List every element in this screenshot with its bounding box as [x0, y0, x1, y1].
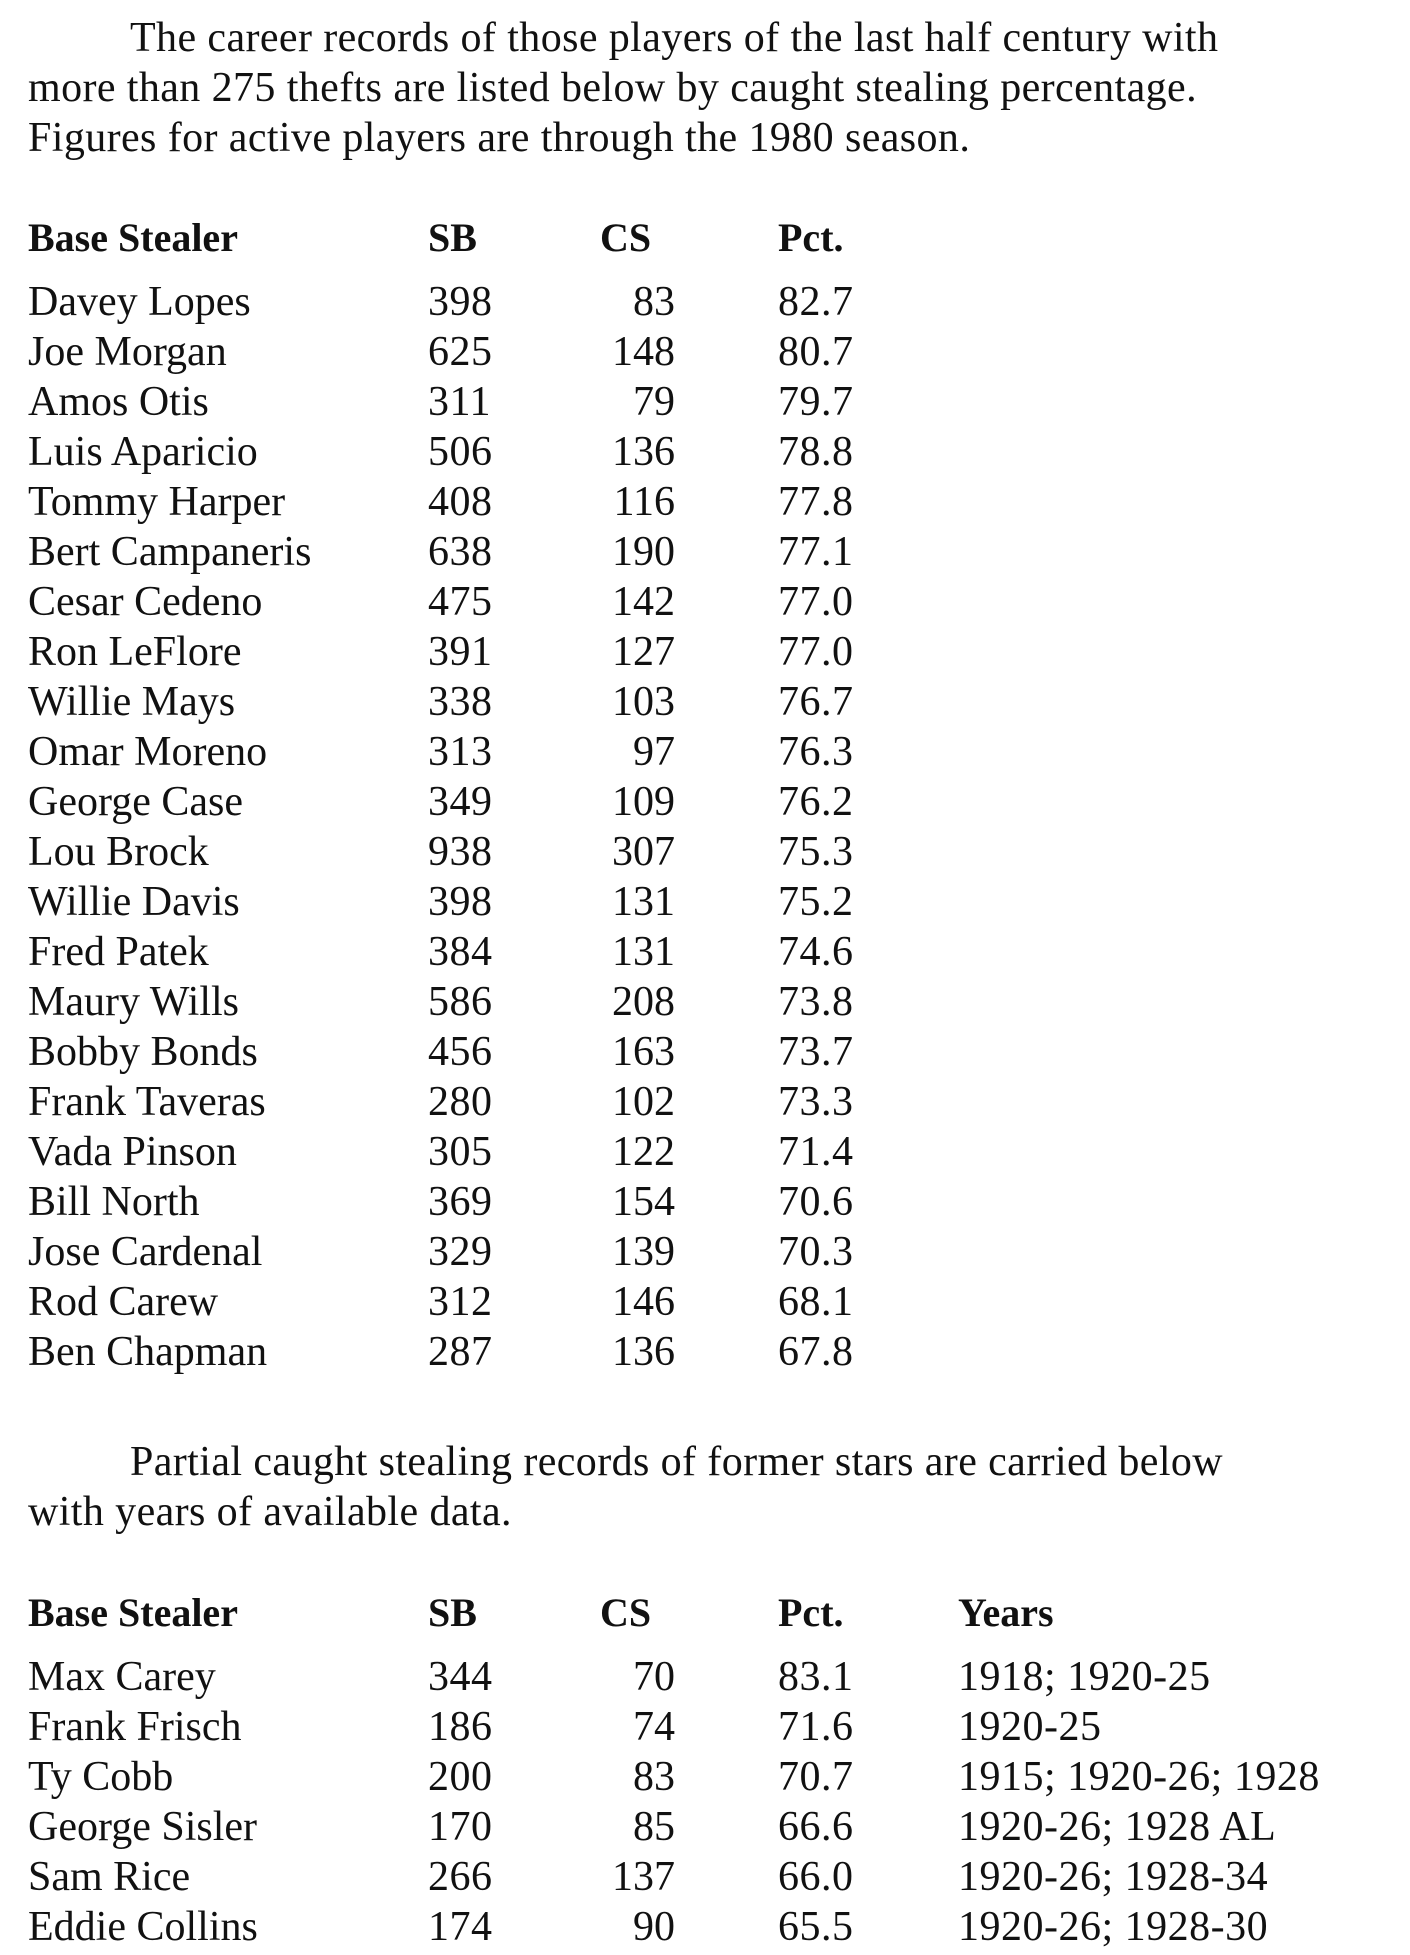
stolen-bases: 384 — [428, 929, 493, 975]
stolen-bases: 170 — [428, 1804, 493, 1850]
intro-paragraph — [28, 13, 1388, 163]
header-cs: CS — [600, 215, 652, 260]
success-pct: 70.7 — [778, 1754, 854, 1800]
intro-line: The career records of those players of the last half century with — [130, 15, 1219, 61]
player-name: Rod Carew — [28, 1279, 219, 1325]
success-pct: 83.1 — [778, 1654, 854, 1700]
caught-stealing: 122 — [612, 1129, 675, 1175]
success-pct: 76.2 — [778, 779, 854, 825]
success-pct: 76.7 — [778, 679, 854, 725]
success-pct: 66.6 — [778, 1804, 854, 1850]
table-row — [0, 1077, 1410, 1127]
player-name: Bert Campaneris — [28, 529, 312, 575]
stolen-bases: 312 — [428, 1279, 493, 1325]
header-pct: Pct. — [778, 1590, 844, 1635]
success-pct: 71.6 — [778, 1704, 854, 1750]
caught-stealing: 83 — [633, 1754, 675, 1800]
table-row — [0, 627, 1410, 677]
table-row — [0, 1027, 1410, 1077]
table-row — [0, 827, 1410, 877]
table-body — [0, 1652, 1410, 1952]
player-name: Tommy Harper — [28, 479, 286, 525]
table-row — [0, 977, 1410, 1027]
caught-stealing: 131 — [612, 879, 675, 925]
player-name: Davey Lopes — [28, 279, 251, 325]
success-pct: 66.0 — [778, 1854, 854, 1900]
table-row — [0, 327, 1410, 377]
stolen-bases: 311 — [428, 379, 491, 425]
caught-stealing: 90 — [633, 1904, 675, 1950]
player-name: George Case — [28, 779, 243, 825]
success-pct: 70.3 — [778, 1229, 854, 1275]
player-name: Fred Patek — [28, 929, 209, 975]
stolen-bases: 186 — [428, 1704, 493, 1750]
data-years: 1915; 1920-26; 1928 — [958, 1754, 1320, 1800]
caught-stealing: 139 — [612, 1229, 675, 1275]
table-row — [0, 477, 1410, 527]
caught-stealing: 116 — [613, 479, 675, 525]
stolen-bases: 638 — [428, 529, 493, 575]
caught-stealing: 163 — [612, 1029, 675, 1075]
caught-stealing: 103 — [612, 679, 675, 725]
data-years: 1918; 1920-25 — [958, 1654, 1211, 1700]
career-records-table — [0, 213, 1410, 1377]
stolen-bases: 475 — [428, 579, 493, 625]
success-pct: 80.7 — [778, 329, 854, 375]
table-row — [0, 1902, 1410, 1952]
success-pct: 75.2 — [778, 879, 854, 925]
table-row — [0, 1177, 1410, 1227]
stolen-bases: 305 — [428, 1129, 493, 1175]
stolen-bases: 506 — [428, 429, 493, 475]
stolen-bases: 398 — [428, 279, 493, 325]
success-pct: 79.7 — [778, 379, 854, 425]
player-name: Cesar Cedeno — [28, 579, 263, 625]
player-name: Luis Aparicio — [28, 429, 258, 475]
success-pct: 77.0 — [778, 579, 854, 625]
stolen-bases: 369 — [428, 1179, 493, 1225]
caught-stealing: 85 — [633, 1804, 675, 1850]
partial-intro-paragraph — [28, 1437, 1388, 1537]
player-name: Ron LeFlore — [28, 629, 242, 675]
caught-stealing: 136 — [612, 1329, 675, 1375]
table-row — [0, 1802, 1410, 1852]
player-name: Bill North — [28, 1179, 200, 1225]
stolen-bases: 586 — [428, 979, 493, 1025]
table-row — [0, 1327, 1410, 1377]
success-pct: 74.6 — [778, 929, 854, 975]
header-base-stealer: Base Stealer — [28, 1590, 238, 1635]
player-name: Willie Davis — [28, 879, 240, 925]
caught-stealing: 97 — [633, 729, 675, 775]
table-row — [0, 1852, 1410, 1902]
success-pct: 77.1 — [778, 529, 854, 575]
player-name: Joe Morgan — [28, 329, 227, 375]
caught-stealing: 137 — [612, 1854, 675, 1900]
table-row — [0, 1277, 1410, 1327]
stolen-bases: 266 — [428, 1854, 493, 1900]
player-name: Frank Frisch — [28, 1704, 242, 1750]
data-years: 1920-26; 1928-34 — [958, 1854, 1269, 1900]
stolen-bases: 287 — [428, 1329, 493, 1375]
intro-line: more than 275 thefts are listed below by caught stealing percentage. — [28, 65, 1197, 111]
player-name: Frank Taveras — [28, 1079, 266, 1125]
table-row — [0, 577, 1410, 627]
caught-stealing: 148 — [612, 329, 675, 375]
partial-records-table — [0, 1588, 1410, 1952]
stolen-bases: 456 — [428, 1029, 493, 1075]
player-name: Max Carey — [28, 1654, 216, 1700]
caught-stealing: 127 — [612, 629, 675, 675]
header-pct: Pct. — [778, 215, 844, 260]
success-pct: 75.3 — [778, 829, 854, 875]
player-name: Lou Brock — [28, 829, 209, 875]
player-name: Willie Mays — [28, 679, 236, 725]
caught-stealing: 109 — [612, 779, 675, 825]
caught-stealing: 102 — [612, 1079, 675, 1125]
caught-stealing: 142 — [612, 579, 675, 625]
caught-stealing: 131 — [612, 929, 675, 975]
caught-stealing: 136 — [612, 429, 675, 475]
stolen-bases: 391 — [428, 629, 493, 675]
stolen-bases: 280 — [428, 1079, 493, 1125]
success-pct: 77.0 — [778, 629, 854, 675]
data-years: 1920-25 — [958, 1704, 1102, 1750]
success-pct: 76.3 — [778, 729, 854, 775]
player-name: Vada Pinson — [28, 1129, 237, 1175]
intro-line: Figures for active players are through the 1980 season. — [28, 115, 971, 161]
table-row — [0, 277, 1410, 327]
success-pct: 73.7 — [778, 1029, 854, 1075]
table-row — [0, 377, 1410, 427]
success-pct: 73.3 — [778, 1079, 854, 1125]
table-body — [0, 277, 1410, 1377]
stolen-bases: 344 — [428, 1654, 493, 1700]
header-years: Years — [958, 1590, 1054, 1635]
player-name: Sam Rice — [28, 1854, 191, 1900]
player-name: Bobby Bonds — [28, 1029, 258, 1075]
stolen-bases: 329 — [428, 1229, 493, 1275]
table-row — [0, 777, 1410, 827]
data-years: 1920-26; 1928-30 — [958, 1904, 1269, 1950]
stolen-bases: 349 — [428, 779, 493, 825]
player-name: Jose Cardenal — [28, 1229, 263, 1275]
stolen-bases: 625 — [428, 329, 493, 375]
success-pct: 65.5 — [778, 1904, 854, 1950]
player-name: Ben Chapman — [28, 1329, 268, 1375]
table-row — [0, 1652, 1410, 1702]
caught-stealing: 307 — [612, 829, 675, 875]
table-header — [0, 213, 1410, 277]
table-row — [0, 877, 1410, 927]
caught-stealing: 208 — [612, 979, 675, 1025]
success-pct: 67.8 — [778, 1329, 854, 1375]
success-pct: 77.8 — [778, 479, 854, 525]
stolen-bases: 408 — [428, 479, 493, 525]
caught-stealing: 146 — [612, 1279, 675, 1325]
player-name: Eddie Collins — [28, 1904, 258, 1950]
stolen-bases: 313 — [428, 729, 493, 775]
player-name: Ty Cobb — [28, 1754, 174, 1800]
caught-stealing: 74 — [633, 1704, 675, 1750]
success-pct: 82.7 — [778, 279, 854, 325]
success-pct: 73.8 — [778, 979, 854, 1025]
caught-stealing: 190 — [612, 529, 675, 575]
player-name: Amos Otis — [28, 379, 209, 425]
caught-stealing: 83 — [633, 279, 675, 325]
stolen-bases: 338 — [428, 679, 493, 725]
table-row — [0, 1127, 1410, 1177]
stolen-bases: 174 — [428, 1904, 493, 1950]
stolen-bases: 938 — [428, 829, 493, 875]
table-row — [0, 1227, 1410, 1277]
caught-stealing: 79 — [633, 379, 675, 425]
table-row — [0, 1752, 1410, 1802]
player-name: George Sisler — [28, 1804, 258, 1850]
stolen-bases: 200 — [428, 1754, 493, 1800]
success-pct: 78.8 — [778, 429, 854, 475]
table-row — [0, 927, 1410, 977]
player-name: Omar Moreno — [28, 729, 268, 775]
table-header — [0, 1588, 1410, 1652]
header-sb: SB — [428, 215, 477, 260]
success-pct: 70.6 — [778, 1179, 854, 1225]
partial-intro-line: with years of available data. — [28, 1489, 512, 1535]
partial-intro-line: Partial caught stealing records of former stars are carried below — [130, 1439, 1224, 1485]
stolen-bases: 398 — [428, 879, 493, 925]
table-row — [0, 427, 1410, 477]
success-pct: 71.4 — [778, 1129, 854, 1175]
table-row — [0, 727, 1410, 777]
data-years: 1920-26; 1928 AL — [958, 1804, 1277, 1850]
caught-stealing: 70 — [633, 1654, 675, 1700]
player-name: Maury Wills — [28, 979, 240, 1025]
table-row — [0, 1702, 1410, 1752]
header-base-stealer: Base Stealer — [28, 215, 238, 260]
header-cs: CS — [600, 1590, 652, 1635]
table-row — [0, 527, 1410, 577]
table-row — [0, 677, 1410, 727]
caught-stealing: 154 — [612, 1179, 675, 1225]
header-sb: SB — [428, 1590, 477, 1635]
success-pct: 68.1 — [778, 1279, 854, 1325]
